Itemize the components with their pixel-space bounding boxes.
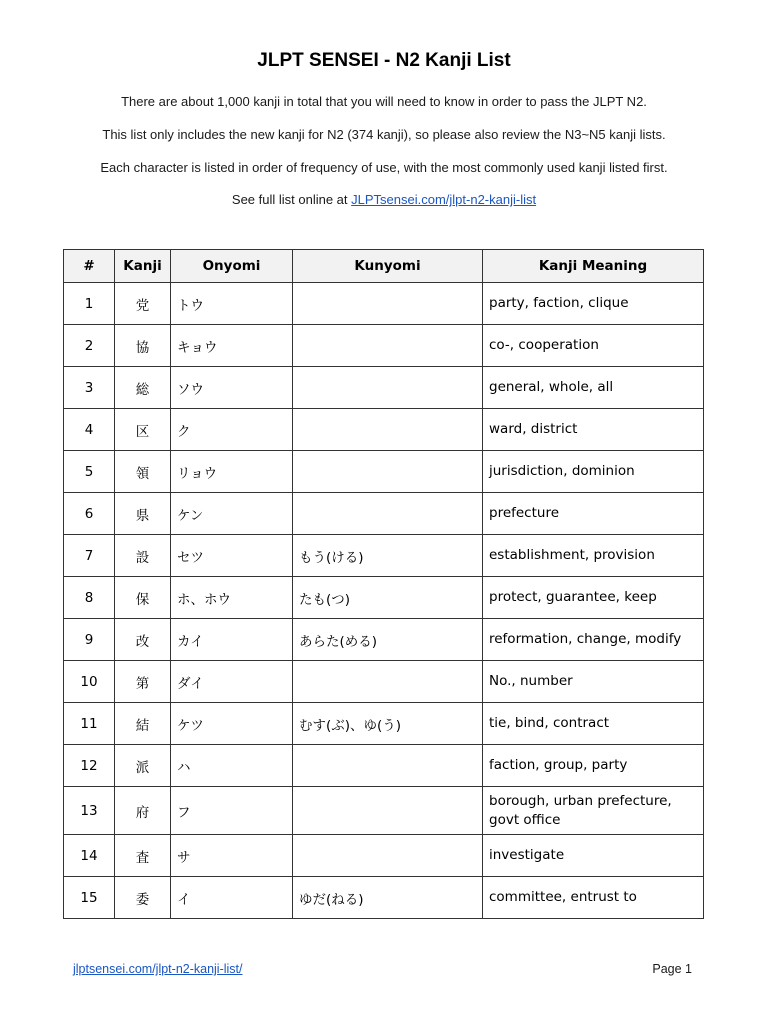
row-kunyomi: [293, 835, 483, 877]
row-meaning: faction, group, party: [483, 745, 704, 787]
row-kunyomi: [293, 451, 483, 493]
row-kanji: 党: [115, 283, 171, 325]
row-num: 1: [64, 283, 115, 325]
table-row: [64, 703, 704, 745]
row-meaning: general, whole, all: [483, 367, 704, 409]
row-meaning: investigate: [483, 835, 704, 877]
row-kunyomi: [293, 409, 483, 451]
row-meaning: prefecture: [483, 493, 704, 535]
intro-line-3: Each character is listed in order of frequency of use, with the most commonly used kanji listed first.: [100, 160, 668, 175]
row-onyomi: キョウ: [171, 325, 293, 367]
row-kanji: 保: [115, 577, 171, 619]
row-num: 11: [64, 703, 115, 745]
table-row: [64, 787, 704, 835]
intro-line-1: There are about 1,000 kanji in total that you will need to know in order to pass the JLPT N2.: [121, 94, 647, 109]
row-kunyomi: [293, 661, 483, 703]
row-num: 10: [64, 661, 115, 703]
row-onyomi: ダイ: [171, 661, 293, 703]
row-meaning: establishment, provision: [483, 535, 704, 577]
table-header-row: [64, 250, 704, 283]
table-row: [64, 451, 704, 493]
table-row: [64, 283, 704, 325]
page-number: Page 1: [652, 962, 692, 976]
row-onyomi: ソウ: [171, 367, 293, 409]
row-num: 15: [64, 877, 115, 919]
intro-line-4: [0, 192, 768, 207]
row-kunyomi: ゆだ(ねる): [293, 877, 483, 919]
row-num: 2: [64, 325, 115, 367]
row-kunyomi: もう(ける): [293, 535, 483, 577]
row-kunyomi: [293, 283, 483, 325]
table-row: [64, 619, 704, 661]
row-kunyomi: [293, 493, 483, 535]
row-kunyomi: [293, 745, 483, 787]
row-onyomi: カイ: [171, 619, 293, 661]
row-num: 5: [64, 451, 115, 493]
row-onyomi: フ: [171, 787, 293, 835]
row-kanji: 領: [115, 451, 171, 493]
table-row: [64, 877, 704, 919]
row-kunyomi: たも(つ): [293, 577, 483, 619]
header-kunyomi: Kunyomi: [293, 250, 483, 283]
row-kanji: 改: [115, 619, 171, 661]
table-row: [64, 745, 704, 787]
row-meaning: co-, cooperation: [483, 325, 704, 367]
row-onyomi: トウ: [171, 283, 293, 325]
header-num: #: [64, 250, 115, 283]
table-row: [64, 325, 704, 367]
row-meaning: committee, entrust to: [483, 877, 704, 919]
full-list-link[interactable]: JLPTsensei.com/jlpt-n2-kanji-list: [351, 192, 537, 207]
row-onyomi: ケン: [171, 493, 293, 535]
header-onyomi: Onyomi: [171, 250, 293, 283]
row-kanji: 府: [115, 787, 171, 835]
kanji-table: [63, 249, 704, 919]
row-kanji: 査: [115, 835, 171, 877]
row-kanji: 第: [115, 661, 171, 703]
row-num: 9: [64, 619, 115, 661]
row-meaning: ward, district: [483, 409, 704, 451]
table-row: [64, 367, 704, 409]
row-kanji: 協: [115, 325, 171, 367]
row-meaning: tie, bind, contract: [483, 703, 704, 745]
intro-line-4-prefix: See full list online at: [231, 192, 352, 207]
row-meaning: reformation, change, modify: [483, 619, 704, 661]
row-num: 7: [64, 535, 115, 577]
row-meaning: No., number: [483, 661, 704, 703]
row-onyomi: ハ: [171, 745, 293, 787]
row-meaning: borough, urban prefecture, govt office: [483, 787, 704, 835]
row-kanji: 結: [115, 703, 171, 745]
row-kanji: 委: [115, 877, 171, 919]
row-kanji: 派: [115, 745, 171, 787]
footer-link[interactable]: jlptsensei.com/jlpt-n2-kanji-list/: [73, 962, 243, 976]
row-kanji: 総: [115, 367, 171, 409]
row-num: 4: [64, 409, 115, 451]
table-row: [64, 661, 704, 703]
table-row: [64, 835, 704, 877]
row-onyomi: ケツ: [171, 703, 293, 745]
page-title: JLPT SENSEI - N2 Kanji List: [257, 50, 511, 71]
row-kunyomi: あらた(める): [293, 619, 483, 661]
row-onyomi: ク: [171, 409, 293, 451]
row-meaning: protect, guarantee, keep: [483, 577, 704, 619]
row-kunyomi: [293, 367, 483, 409]
row-num: 13: [64, 787, 115, 835]
row-onyomi: サ: [171, 835, 293, 877]
header-kanji: Kanji: [115, 250, 171, 283]
table-row: [64, 409, 704, 451]
table-row: [64, 535, 704, 577]
row-kanji: 区: [115, 409, 171, 451]
row-num: 8: [64, 577, 115, 619]
row-onyomi: ホ、ホウ: [171, 577, 293, 619]
row-kunyomi: むす(ぶ)、ゆ(う): [293, 703, 483, 745]
row-onyomi: セツ: [171, 535, 293, 577]
table-row: [64, 493, 704, 535]
row-kanji: 設: [115, 535, 171, 577]
row-meaning: party, faction, clique: [483, 283, 704, 325]
row-onyomi: リョウ: [171, 451, 293, 493]
row-kanji: 県: [115, 493, 171, 535]
row-num: 12: [64, 745, 115, 787]
row-kunyomi: [293, 787, 483, 835]
row-onyomi: イ: [171, 877, 293, 919]
row-kunyomi: [293, 325, 483, 367]
header-meaning: Kanji Meaning: [483, 250, 704, 283]
row-num: 3: [64, 367, 115, 409]
intro-line-2: This list only includes the new kanji for N2 (374 kanji), so please also review the N3~N5 kanji lists.: [102, 127, 666, 142]
row-num: 14: [64, 835, 115, 877]
row-num: 6: [64, 493, 115, 535]
row-meaning: jurisdiction, dominion: [483, 451, 704, 493]
table-row: [64, 577, 704, 619]
